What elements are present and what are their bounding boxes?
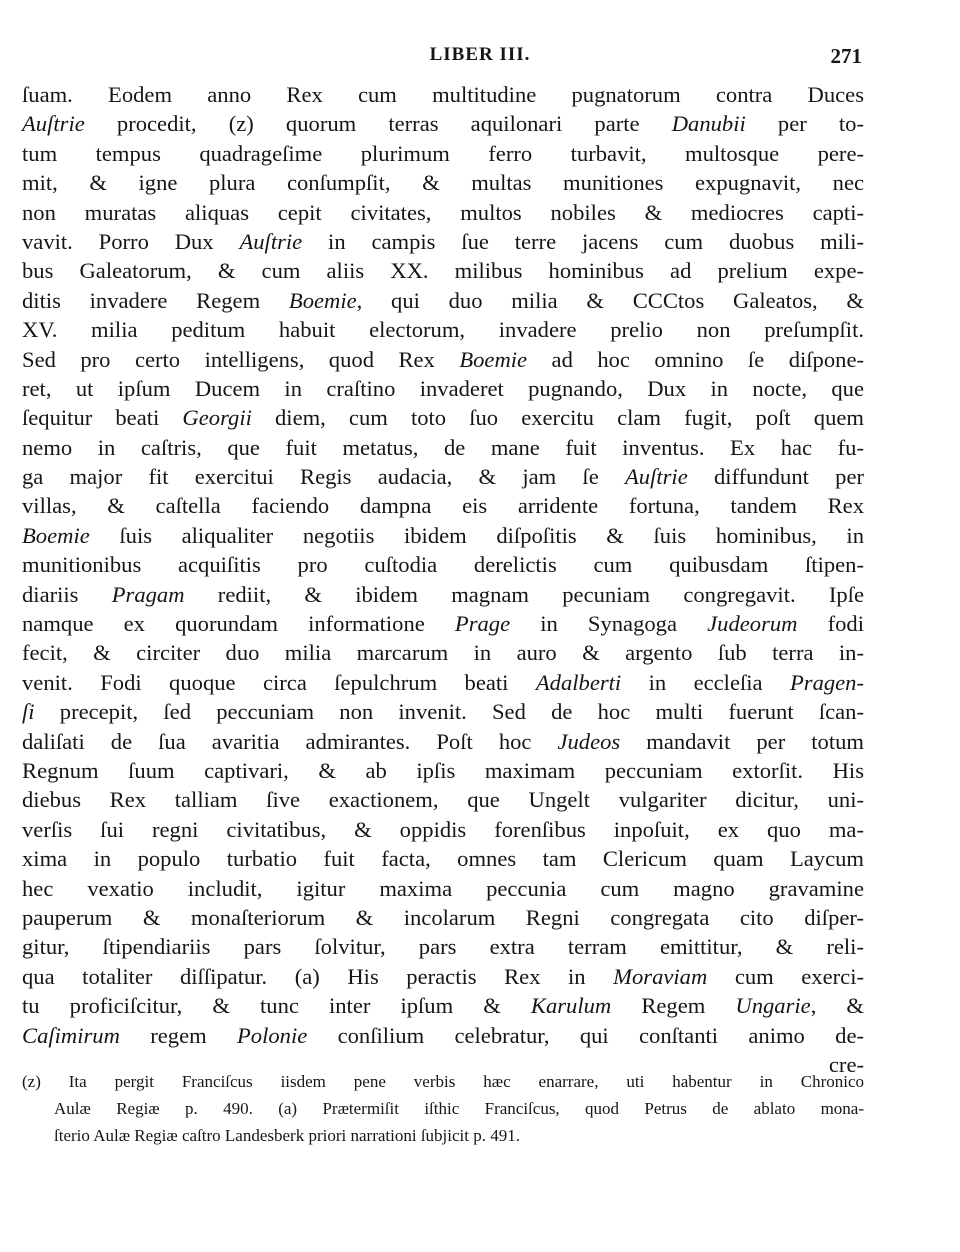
footnotes-block <box>22 1068 864 1149</box>
text-line: gitur, ſtipendiariis pars ſolvitur, pars extra terram emittitur, & reli- <box>22 934 864 960</box>
text-line: Sed pro certo intelligens, quod Rex Boemie ad hoc omnino ſe diſpone- <box>22 346 864 372</box>
running-head-title: LIBER III. <box>429 44 531 65</box>
text-line: XV. milia peditum habuit electorum, invadere prelio non preſumpſit. <box>22 317 864 343</box>
text-line: ſi precepit, ſed peccuniam non invenit. Sed de hoc multi fuerunt ſcan- <box>22 699 864 725</box>
text-line: daliſati de ſua avaritia admirantes. Poſt hoc Judeos mandavit per totum <box>22 728 864 754</box>
text-line: pauperum & monaſteriorum & incolarum Regni congregata cito diſper- <box>22 904 864 930</box>
page-number: 271 <box>830 44 862 68</box>
text-line: diebus Rex talliam ſive exactionem, que Ungelt vulgariter dicitur, uni- <box>22 787 864 813</box>
running-head <box>0 44 960 74</box>
text-line: fecit, & circiter duo milia marcarum in auro & argento ſub terra in- <box>22 640 864 666</box>
text-line: munitionibus acquiſitis pro cuſtodia derelictis cum quibusdam ſtipen- <box>22 552 864 578</box>
text-line: venit. Fodi quoque circa ſepulchrum beati Adalberti in eccleſia Pragen- <box>22 669 865 695</box>
footnote-line: (z) Ita pergit Franciſcus iisdem pene verbis hæc enarrare, uti habentur in Chronico <box>22 1072 864 1091</box>
footnote-line: Aulæ Regiæ p. 490. (a) Prætermiſit iſthic Franciſcus, quod Petrus de ablato mona- <box>54 1099 864 1118</box>
text-line: namque ex quorundam informatione Prage in Synagoga Judeorum fodi <box>22 611 864 637</box>
text-line: Regnum ſuum captivari, & ab ipſis maximam peccuniam extorſit. His <box>22 757 864 783</box>
text-line: Caſimirum regem Polonie conſilium celebratur, qui conſtanti animo de- <box>22 1022 864 1048</box>
text-line: qua totaliter diſſipatur. (a) His peractis Rex in Moraviam cum exerci- <box>22 963 864 989</box>
text-line: mit, & igne plura conſumpſit, & multas munitiones expugnavit, nec <box>22 170 864 196</box>
text-line: ſuam. Eodem anno Rex cum multitudine pugnatorum contra Duces <box>22 82 864 107</box>
text-line: Auſtrie procedit, (z) quorum terras aquilonari parte Danubii per to- <box>22 111 864 137</box>
text-line: nemo in caſtris, que fuit metatus, de mane fuit inventus. Ex hac fu- <box>22 434 864 460</box>
text-line: tu proficiſcitur, & tunc inter ipſum & Karulum Regem Ungarie, & <box>22 993 864 1019</box>
text-line: bus Galeatorum, & cum aliis XX. milibus hominibus ad prelium expe- <box>22 258 864 284</box>
text-line: Boemie ſuis aliqualiter negotiis ibidem diſpoſitis & ſuis hominibus, in <box>22 522 864 548</box>
text-line: diariis Pragam rediit, & ibidem magnam pecuniam congregavit. Ipſe <box>22 581 864 607</box>
text-line: hec vexatio includit, igitur maxima peccunia cum magno gravamine <box>22 875 864 901</box>
text-line: villas, & caſtella faciendo dampna eis arridente fortuna, tandem Rex <box>22 493 864 519</box>
text-line: non muratas aliquas cepit civitates, multos nobiles & mediocres capti- <box>22 199 864 225</box>
text-line: xima in populo turbatio fuit facta, omnes tam Clericum quam Laycum <box>22 846 864 872</box>
main-text-block <box>22 80 864 1079</box>
text-line: verſis ſui regni civitatibus, & oppidis forenſibus inpoſuit, ex quo ma- <box>22 816 864 842</box>
catchword: cre- <box>828 1051 864 1077</box>
text-line: ſequitur beati Georgii diem, cum toto ſuo exercitu clam fugit, poſt quem <box>22 405 864 431</box>
text-line: ditis invadere Regem Boemie, qui duo milia & CCCtos Galeatos, & <box>22 287 864 313</box>
text-line: ret, ut ipſum Ducem in craſtino invaderet pugnando, Dux in nocte, que <box>22 375 864 401</box>
text-line: ga major fit exercitui Regis audacia, & jam ſe Auſtrie diffundunt per <box>22 464 864 490</box>
text-line: vavit. Porro Dux Auſtrie in campis ſue terre jacens cum duobus mili- <box>22 228 864 254</box>
footnote-line: ſterio Aulæ Regiæ caſtro Landesberk priori narrationi ſubjicit p. 491. <box>54 1126 520 1145</box>
text-line: tum tempus quadrageſime plurimum ferro turbavit, multosque pere- <box>22 140 864 166</box>
